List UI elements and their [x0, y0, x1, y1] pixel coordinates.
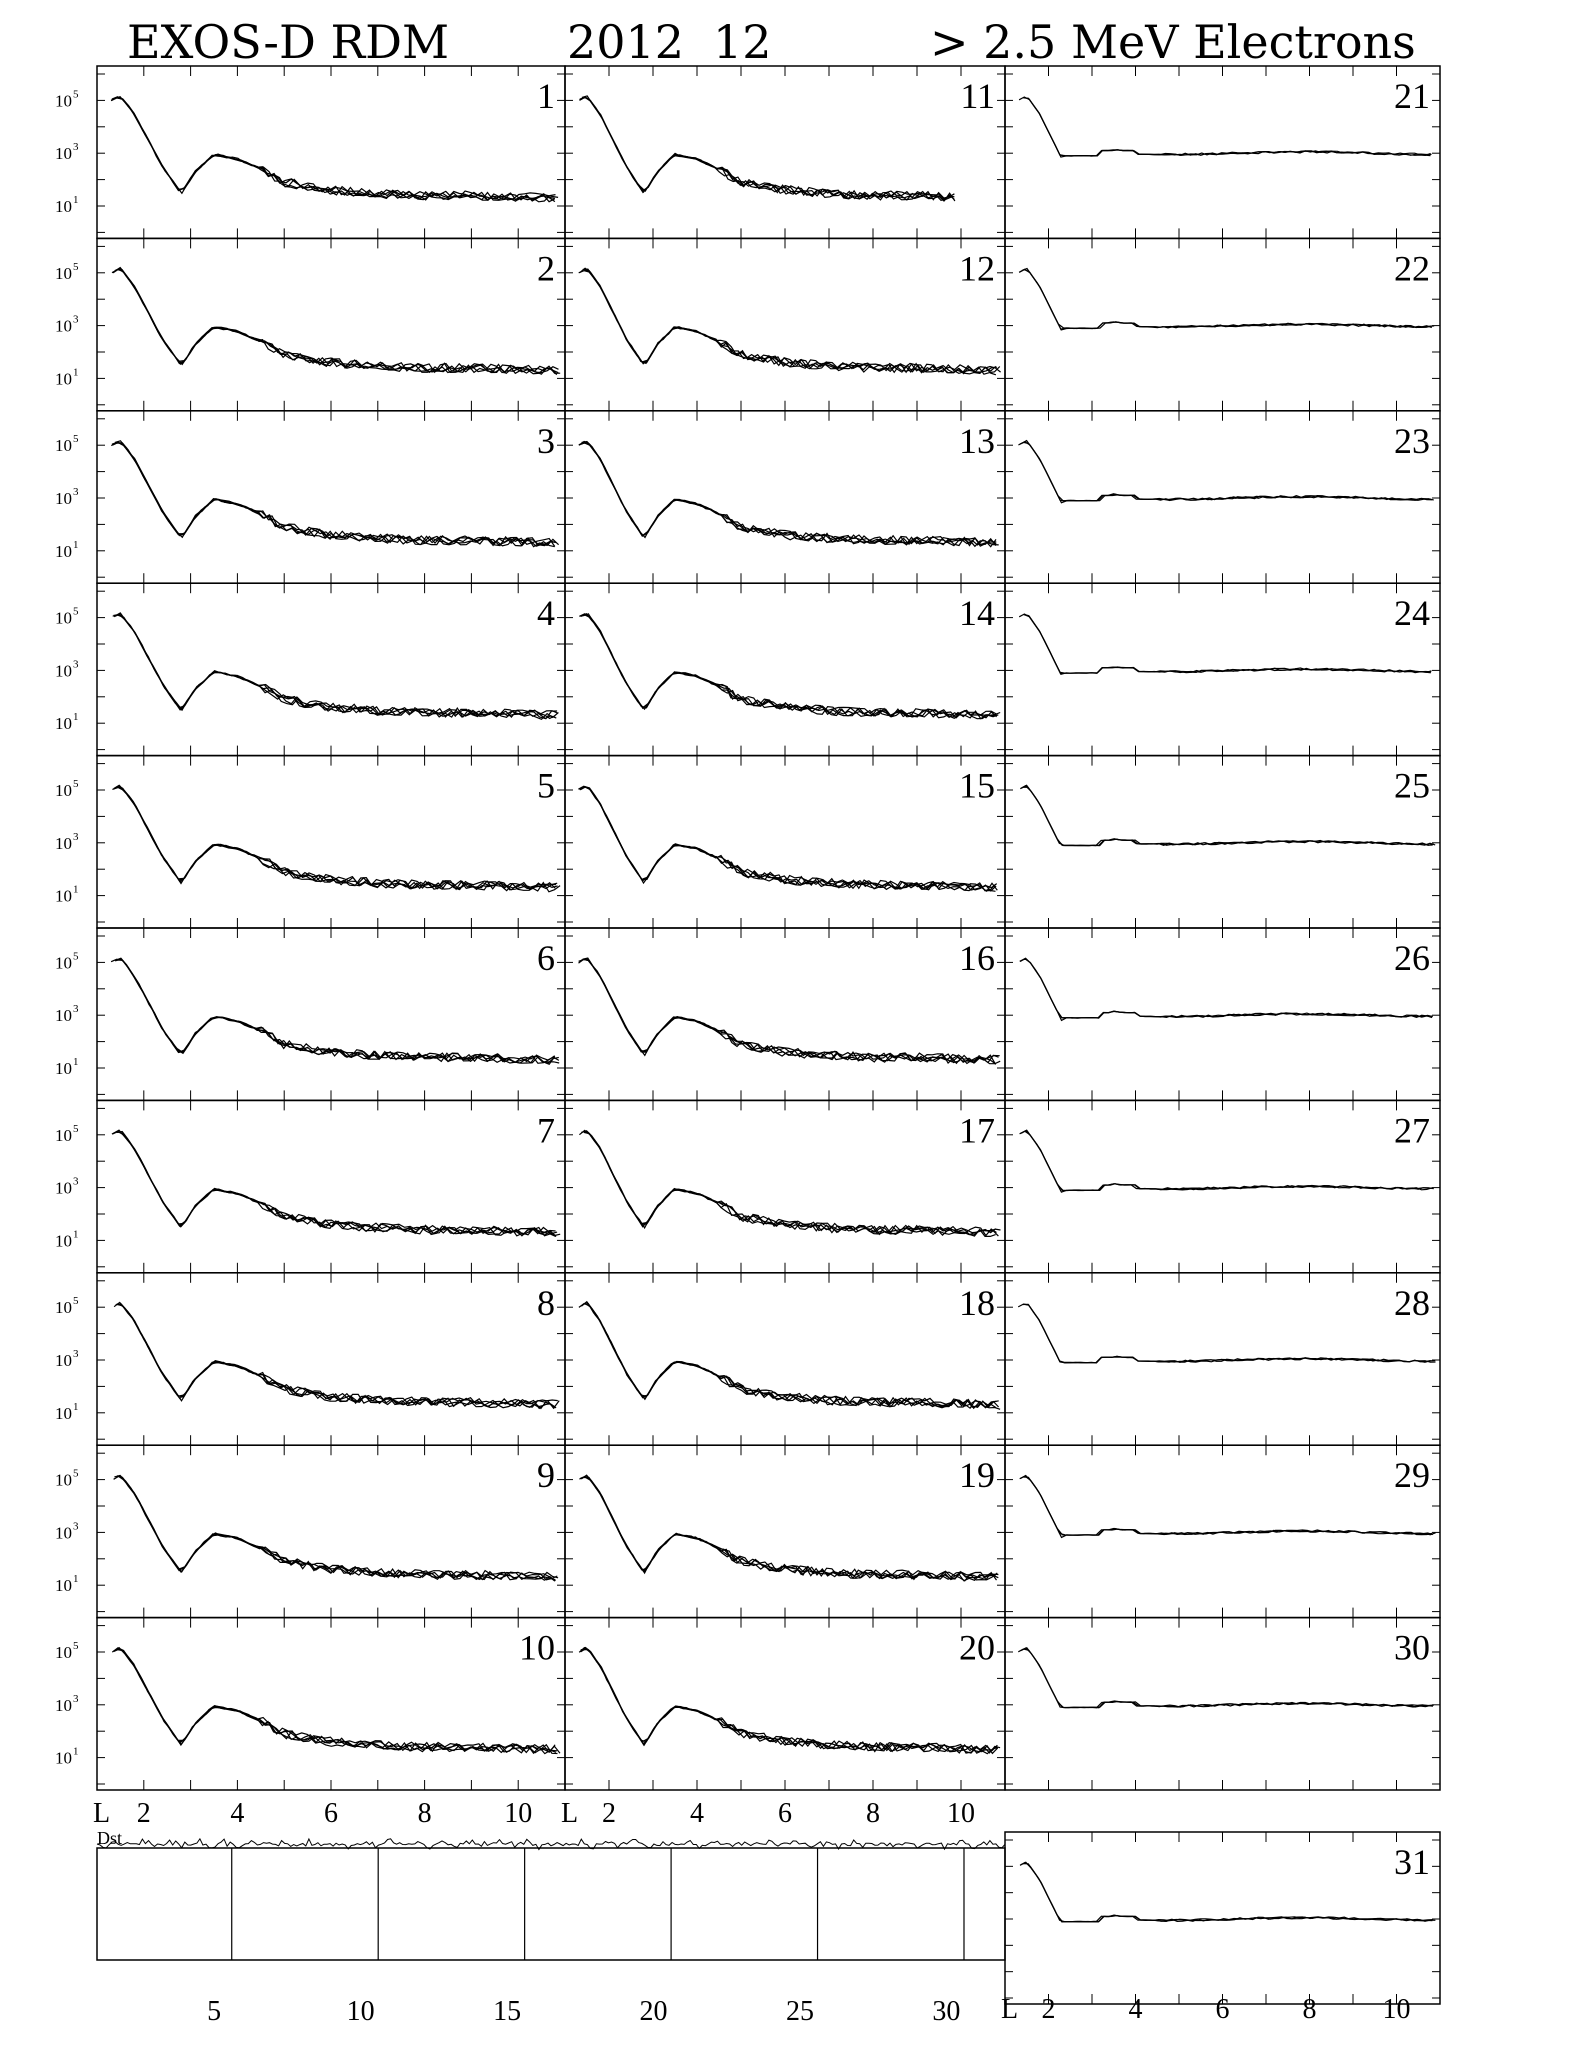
day-panel	[565, 411, 1005, 583]
flux-trace	[114, 1649, 558, 1754]
flux-trace	[117, 787, 561, 892]
flux-trace	[581, 1475, 998, 1579]
flux-trace	[578, 786, 995, 891]
day-number: 29	[1394, 1455, 1430, 1496]
y-tick-exponent: 3	[73, 141, 79, 154]
day-panel	[1005, 1445, 1440, 1617]
day-number: 26	[1394, 938, 1430, 978]
day-panel	[1005, 238, 1440, 410]
flux-trace	[115, 97, 559, 200]
flux-trace	[580, 97, 955, 200]
flux-trace	[117, 1650, 555, 1753]
y-tick-label: 10	[55, 1351, 72, 1370]
y-tick-exponent: 5	[73, 433, 79, 446]
panel-frame	[1005, 756, 1440, 928]
day-panel	[565, 583, 1005, 755]
l-axis-tick-label: 6	[324, 1798, 338, 1829]
flux-trace	[580, 1648, 997, 1754]
l-axis-tick-label: 10	[1382, 1994, 1411, 2025]
day-number: 27	[1394, 1110, 1430, 1151]
flux-trace	[114, 1648, 558, 1753]
day-number: 1	[537, 76, 555, 116]
flux-trace	[117, 1476, 555, 1580]
flux-trace	[581, 614, 998, 719]
y-tick-label: 10	[55, 714, 72, 734]
l-axis-label: L	[561, 1798, 579, 1829]
day-panel	[565, 756, 1005, 928]
flux-trace	[115, 268, 559, 375]
flux-trace	[579, 614, 996, 718]
flux-trace	[1021, 1648, 1433, 1708]
panel-frame	[97, 238, 565, 410]
flux-trace	[117, 787, 555, 890]
flux-trace	[115, 959, 559, 1064]
day-panel	[565, 1100, 1005, 1272]
l-axis-tick-label: 4	[1128, 1994, 1143, 2025]
panel-frame	[565, 756, 1005, 928]
day-panel	[1005, 928, 1440, 1100]
day-panel	[55, 583, 565, 755]
day-number: 24	[1394, 593, 1430, 634]
y-tick-exponent: 3	[73, 313, 79, 326]
l-axis-tick-label: 8	[417, 1798, 432, 1829]
y-tick-exponent: 1	[73, 538, 79, 551]
channel-label: > 2.5 MeV Electrons	[930, 15, 1416, 69]
instrument-title: EXOS-D RDM	[127, 15, 450, 69]
flux-trace	[1021, 441, 1433, 501]
flux-trace	[583, 1304, 1000, 1410]
day-number: 11	[960, 76, 995, 116]
l-axis-tick-label: 4	[230, 1798, 245, 1829]
y-tick-label: 10	[55, 1298, 72, 1318]
y-tick-exponent: 5	[73, 1467, 79, 1480]
flux-trace	[1021, 1131, 1433, 1191]
flux-trace	[580, 615, 997, 719]
flux-trace	[584, 442, 996, 546]
y-tick-label: 10	[55, 369, 72, 389]
y-tick-label: 10	[55, 608, 72, 628]
flux-trace	[580, 787, 997, 891]
flux-trace	[1020, 1131, 1432, 1192]
y-tick-exponent: 1	[73, 1400, 79, 1413]
flux-trace	[1020, 1862, 1432, 1922]
flux-trace	[583, 1131, 1000, 1235]
l-axis-label: L	[93, 1798, 111, 1829]
flux-trace	[1024, 614, 1431, 673]
l-axis-tick-label: 6	[778, 1798, 792, 1829]
flux-trace	[1019, 269, 1431, 330]
flux-trace	[112, 1131, 556, 1236]
day-number: 7	[537, 1110, 555, 1151]
y-tick-label: 10	[55, 1523, 72, 1543]
panel-frame	[565, 1273, 1005, 1445]
flux-trace	[583, 958, 1000, 1062]
flux-trace	[114, 1475, 558, 1579]
flux-trace	[582, 1302, 999, 1408]
flux-trace	[580, 268, 997, 372]
day-panel	[1005, 583, 1440, 755]
flux-trace	[584, 1132, 996, 1237]
y-tick-exponent: 3	[73, 1175, 79, 1188]
flux-trace	[117, 443, 555, 547]
flux-trace	[1022, 1130, 1434, 1190]
flux-trace	[114, 787, 558, 890]
panel-frame	[1005, 1832, 1440, 2004]
y-tick-exponent: 1	[73, 883, 79, 896]
panel-frame	[97, 1100, 565, 1272]
l-axis-tick-label: 2	[1041, 1994, 1056, 2025]
flux-trace	[118, 1304, 556, 1409]
flux-trace	[581, 1131, 998, 1236]
flux-trace	[116, 959, 560, 1063]
flux-trace	[1023, 98, 1430, 156]
panel-frame	[565, 1445, 1005, 1617]
dst-tick-label: 10	[346, 1996, 375, 2027]
y-tick-label: 10	[55, 197, 72, 216]
day-panel	[55, 1618, 565, 1790]
panel-frame	[97, 756, 565, 928]
panel-frame	[565, 411, 1005, 583]
flux-trace	[112, 442, 556, 545]
flux-trace	[584, 269, 1001, 373]
y-tick-label: 10	[55, 1576, 72, 1596]
panel-frame	[565, 1618, 1005, 1790]
flux-trace	[111, 98, 555, 202]
panel-frame	[565, 583, 1005, 755]
y-tick-label: 10	[55, 1643, 72, 1662]
day-panel	[1005, 1273, 1440, 1445]
flux-trace	[1018, 1649, 1430, 1708]
flux-trace	[1019, 270, 1431, 330]
y-tick-exponent: 5	[73, 950, 79, 963]
y-tick-exponent: 3	[73, 1003, 79, 1016]
flux-trace	[1023, 787, 1435, 845]
flux-trace	[113, 615, 557, 719]
flux-trace	[579, 1477, 996, 1581]
flux-trace	[112, 97, 556, 202]
flux-trace	[115, 958, 559, 1063]
day-panel	[1005, 1618, 1440, 1790]
flux-trace	[579, 1648, 996, 1753]
day-panel	[565, 66, 1005, 238]
day-number: 5	[537, 765, 555, 806]
flux-trace	[581, 1476, 998, 1580]
flux-trace	[581, 1649, 998, 1754]
day-panel	[565, 1618, 1005, 1790]
dst-label: Dst	[97, 1828, 123, 1848]
l-axis-tick-label: 10	[947, 1798, 975, 1829]
flux-trace	[116, 1649, 560, 1753]
flux-trace	[580, 1477, 997, 1580]
y-tick-label: 10	[55, 1231, 72, 1251]
flux-trace	[116, 1304, 560, 1408]
y-tick-label: 10	[55, 489, 72, 508]
flux-trace	[1023, 1477, 1435, 1535]
flux-trace	[580, 97, 955, 201]
dst-tick-label: 20	[639, 1996, 668, 2027]
y-tick-exponent: 5	[73, 605, 79, 618]
flux-trace	[115, 441, 559, 546]
flux-trace	[579, 271, 996, 374]
flux-trace	[579, 443, 996, 545]
y-tick-exponent: 1	[73, 1228, 79, 1241]
flux-trace	[1023, 98, 1430, 156]
y-tick-exponent: 5	[73, 88, 79, 101]
day-panel	[565, 1445, 1005, 1617]
day-number: 4	[537, 593, 555, 634]
flux-trace	[112, 788, 556, 890]
day-number: 22	[1394, 248, 1430, 289]
y-tick-label: 10	[55, 91, 72, 111]
day-panel	[55, 756, 565, 928]
y-tick-label: 10	[55, 316, 72, 336]
y-tick-label: 10	[55, 1403, 72, 1423]
y-tick-label: 10	[55, 781, 72, 800]
l-axis-tick-label: 8	[1302, 1994, 1317, 2025]
panel-frame	[97, 928, 565, 1100]
flux-trace	[1019, 97, 1431, 157]
panel-frame	[565, 66, 1005, 238]
flux-trace	[579, 1130, 996, 1235]
flux-trace	[114, 615, 558, 719]
day-number: 13	[959, 420, 995, 461]
flux-trace	[583, 959, 1000, 1063]
day-number: 23	[1394, 420, 1430, 461]
flux-trace	[114, 785, 558, 890]
flux-trace	[1021, 785, 1433, 845]
flux-trace	[584, 1478, 996, 1581]
y-tick-exponent: 3	[73, 486, 79, 498]
flux-trace	[115, 268, 559, 372]
flux-trace	[112, 1648, 556, 1754]
flux-trace	[585, 1303, 997, 1408]
y-tick-label: 10	[55, 436, 72, 456]
l-axis-tick-label: 4	[690, 1798, 704, 1829]
panel-frame	[565, 928, 1005, 1100]
flux-trace	[580, 787, 997, 890]
y-tick-exponent: 5	[73, 1640, 79, 1652]
flux-trace	[117, 1132, 561, 1236]
y-tick-label: 10	[55, 1059, 72, 1078]
flux-trace	[584, 1132, 996, 1234]
flux-trace	[582, 442, 999, 545]
y-tick-label: 10	[55, 953, 72, 973]
day-panel	[55, 66, 565, 238]
flux-trace	[1018, 1304, 1430, 1363]
y-tick-label: 10	[55, 144, 72, 164]
flux-trace	[111, 98, 555, 201]
y-tick-exponent: 1	[73, 1056, 79, 1068]
flux-trace	[584, 786, 996, 890]
day-number: 30	[1394, 1627, 1430, 1668]
flux-trace	[112, 270, 556, 374]
day-panel	[55, 928, 565, 1100]
flux-trace	[117, 960, 555, 1063]
day-number: 10	[519, 1627, 555, 1668]
dst-tick-label: 30	[932, 1996, 961, 2027]
y-tick-label: 10	[55, 886, 72, 906]
flux-trace	[117, 1304, 555, 1407]
l-axis-tick-label: 6	[1215, 1994, 1230, 2025]
day-number: 14	[959, 593, 995, 634]
flux-trace	[579, 442, 996, 546]
y-tick-exponent: 3	[73, 658, 79, 671]
daily-panels	[55, 66, 1440, 2004]
day-panel	[1005, 411, 1440, 583]
flux-trace	[583, 269, 1000, 374]
flux-trace	[1020, 1476, 1432, 1537]
flux-trace	[117, 1304, 555, 1408]
day-number: 19	[959, 1455, 995, 1496]
y-tick-exponent: 1	[73, 1745, 79, 1758]
day-number: 3	[537, 420, 555, 461]
day-number: 12	[959, 248, 995, 289]
flux-trace	[579, 1304, 996, 1408]
flux-trace	[1020, 958, 1432, 1018]
flux-trace	[582, 959, 999, 1064]
day-number: 21	[1394, 76, 1430, 116]
dst-tick-label: 5	[207, 1996, 222, 2027]
y-tick-label: 10	[55, 661, 72, 681]
flux-trace	[117, 615, 555, 719]
dst-tick-label: 15	[493, 1996, 522, 2027]
y-tick-label: 10	[55, 1006, 72, 1026]
y-tick-label: 10	[55, 833, 72, 853]
day-number: 15	[959, 765, 995, 806]
flux-trace	[1020, 959, 1432, 1018]
flux-trace	[1021, 1862, 1433, 1921]
flux-trace	[115, 613, 559, 719]
panel-frame	[565, 1100, 1005, 1272]
y-tick-label: 10	[55, 1470, 72, 1490]
day-number: 18	[959, 1282, 995, 1323]
day-panel	[565, 928, 1005, 1100]
day-number: 6	[537, 938, 555, 978]
panel-frame	[97, 1618, 565, 1790]
flux-trace	[580, 97, 955, 201]
day-panel	[1005, 1832, 1440, 2004]
flux-trace	[1022, 269, 1434, 329]
flux-trace	[114, 1302, 558, 1408]
flux-trace	[1023, 1864, 1435, 1922]
l-axis-label: L	[1001, 1994, 1019, 2025]
y-tick-exponent: 3	[73, 1520, 79, 1533]
flux-trace	[583, 614, 1000, 717]
day-number: 8	[537, 1282, 555, 1323]
flux-trace	[112, 442, 556, 546]
flux-trace	[1018, 442, 1430, 501]
panel-frame	[565, 238, 1005, 410]
flux-trace	[585, 614, 997, 718]
flux-trace	[1022, 1648, 1434, 1708]
y-tick-exponent: 5	[73, 1295, 79, 1308]
panel-frame	[97, 1273, 565, 1445]
flux-trace	[1019, 614, 1431, 674]
y-tick-exponent: 3	[73, 1348, 79, 1360]
l-axis-tick-label: 10	[504, 1798, 533, 1829]
y-tick-exponent: 3	[73, 1692, 79, 1705]
dst-tick-label: 25	[785, 1996, 814, 2027]
y-tick-exponent: 1	[73, 711, 79, 724]
panel-frame	[1005, 1100, 1440, 1272]
flux-trace	[114, 1476, 558, 1580]
day-panel	[1005, 66, 1440, 238]
flux-trace	[111, 443, 555, 546]
day-panel	[55, 411, 565, 583]
flux-trace	[1023, 1304, 1435, 1362]
flux-trace	[113, 1130, 557, 1235]
day-number: 28	[1394, 1282, 1430, 1323]
day-panel	[565, 1273, 1005, 1445]
day-number: 9	[537, 1455, 555, 1496]
y-tick-label: 10	[55, 541, 72, 561]
l-axis-tick-label: 8	[866, 1798, 880, 1829]
y-tick-label: 10	[55, 1125, 72, 1145]
day-number: 2	[537, 248, 555, 289]
panel-frame	[97, 411, 565, 583]
panel-frame	[97, 583, 565, 755]
flux-trace	[1020, 442, 1432, 503]
flux-trace	[1020, 786, 1432, 846]
l-axis-tick-label: 2	[136, 1798, 151, 1829]
flux-trace	[114, 614, 558, 717]
day-panel	[55, 1445, 565, 1617]
flux-trace	[111, 98, 555, 202]
year-label: 2012	[567, 15, 685, 69]
y-tick-exponent: 1	[73, 1573, 79, 1586]
y-tick-exponent: 1	[73, 194, 79, 206]
day-panel	[1005, 756, 1440, 928]
y-tick-label: 10	[55, 1748, 72, 1768]
flux-trace	[1023, 1304, 1435, 1363]
day-panel	[55, 1100, 565, 1272]
dst-frame	[97, 1848, 1005, 1960]
month-label: 12	[713, 15, 772, 69]
y-tick-label: 10	[55, 1178, 72, 1198]
day-panel	[565, 238, 1005, 410]
panel-frame	[1005, 411, 1440, 583]
panel-frame	[97, 1445, 565, 1617]
day-number: 31	[1394, 1842, 1430, 1882]
flux-trace	[582, 1302, 999, 1407]
flux-trace	[117, 270, 561, 374]
flux-trace	[1020, 959, 1432, 1021]
day-panel	[55, 238, 565, 410]
y-tick-exponent: 3	[73, 830, 79, 843]
y-tick-label: 10	[55, 263, 72, 283]
y-tick-exponent: 5	[73, 260, 79, 273]
flux-trace	[1021, 1476, 1433, 1536]
panel-frame	[97, 66, 565, 238]
dst-panel	[97, 1828, 1005, 2027]
day-number: 20	[959, 1627, 995, 1668]
flux-trace	[112, 1131, 556, 1236]
day-number: 16	[959, 938, 995, 978]
y-tick-exponent: 1	[73, 366, 79, 379]
day-number: 25	[1394, 765, 1430, 806]
day-panel	[1005, 1100, 1440, 1272]
y-tick-label: 10	[55, 1695, 72, 1715]
day-panel	[55, 1273, 565, 1445]
y-tick-exponent: 5	[73, 1122, 79, 1135]
y-tick-exponent: 5	[73, 778, 79, 790]
day-number: 17	[959, 1110, 995, 1151]
l-axis-tick-label: 2	[602, 1798, 616, 1829]
flux-trace	[1024, 615, 1431, 674]
